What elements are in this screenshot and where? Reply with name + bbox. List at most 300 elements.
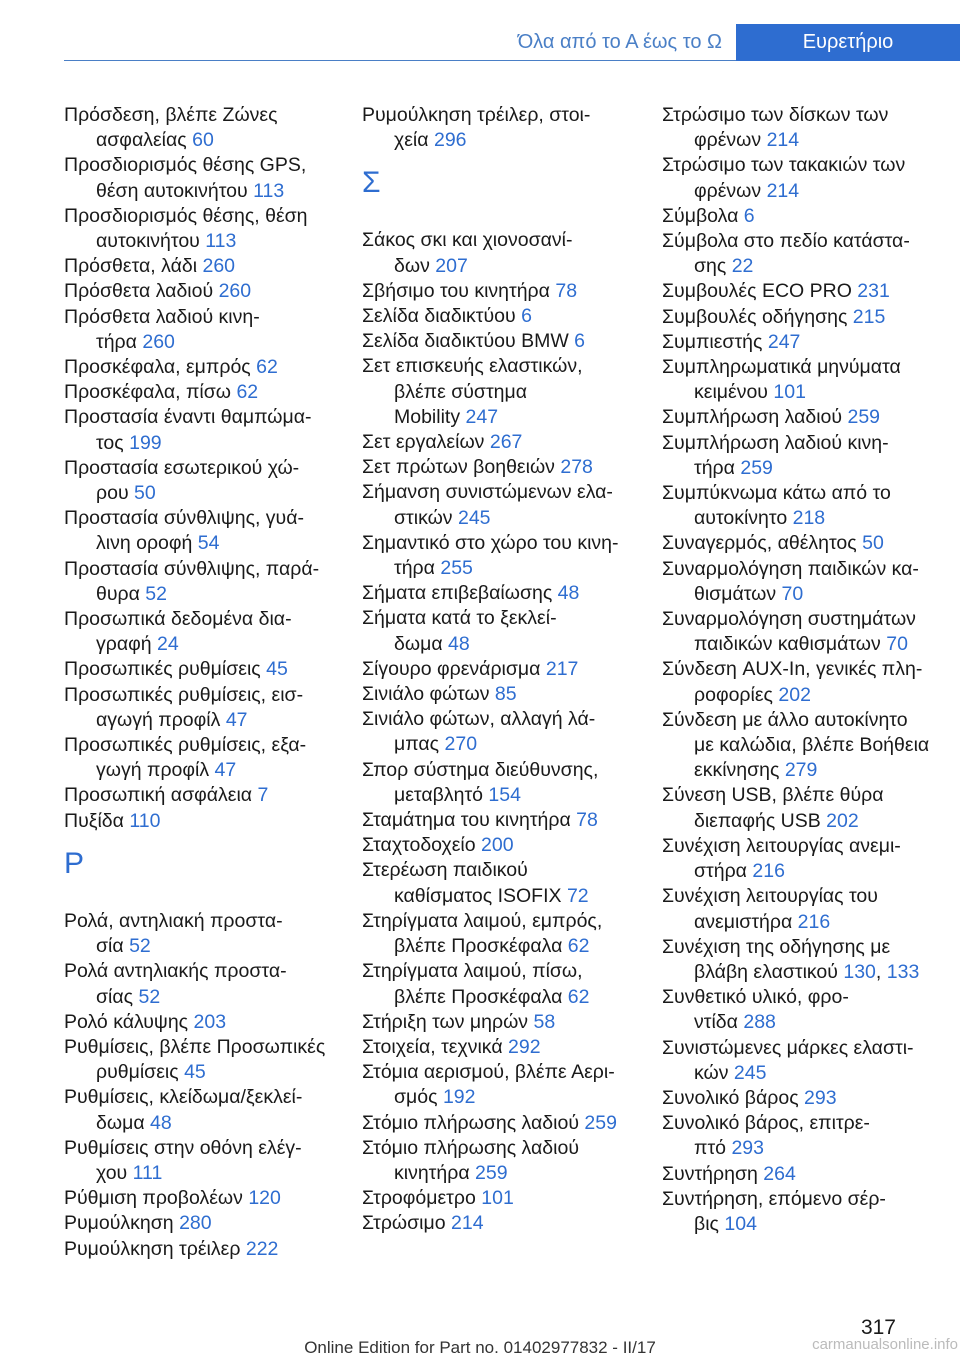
index-term-text: γωγή προφίλ bbox=[96, 759, 210, 782]
page-reference-link[interactable]: 6 bbox=[521, 305, 532, 328]
page-reference-link[interactable]: 50 bbox=[862, 532, 884, 555]
page-reference-link[interactable]: 47 bbox=[225, 708, 248, 731]
page-reference-link[interactable]: 111 bbox=[132, 1161, 163, 1184]
index-entry bbox=[64, 1085, 346, 1135]
index-entry bbox=[362, 304, 644, 329]
index-entry bbox=[64, 103, 346, 153]
index-term-text: στήρα bbox=[694, 860, 747, 883]
index-entry bbox=[362, 858, 644, 908]
header-divider bbox=[64, 60, 736, 61]
index-term-text: Σημαντικό στο χώρο του κινη- bbox=[362, 531, 619, 554]
index-term-text: Σινιάλο φώτων bbox=[362, 683, 490, 706]
index-term-text: Στόμιο πλήρωσης λαδιού bbox=[362, 1136, 579, 1159]
page-reference-link[interactable]: 154 bbox=[488, 783, 521, 806]
page-reference-link[interactable]: 288 bbox=[743, 1011, 776, 1034]
index-term-text: κινητήρα bbox=[394, 1161, 470, 1184]
index-entry bbox=[662, 204, 944, 229]
index-term-text: εκκίνησης bbox=[694, 759, 780, 782]
index-term-text: Συμπλήρωση λαδιού κινη- bbox=[662, 431, 889, 454]
index-term-text: Ρυμούλκηση bbox=[64, 1212, 174, 1235]
index-entry bbox=[662, 305, 944, 330]
index-column-2 bbox=[362, 103, 644, 1237]
index-entry bbox=[362, 430, 644, 455]
page-reference-link[interactable]: 255 bbox=[440, 557, 473, 580]
index-term-text: Σύμβολα bbox=[662, 204, 739, 227]
page-reference-link[interactable]: 130 bbox=[843, 960, 876, 983]
index-entry bbox=[64, 456, 346, 506]
index-term-text: ροφορίες bbox=[694, 683, 773, 706]
page-reference-link[interactable]: 280 bbox=[179, 1212, 212, 1235]
index-term-text: Στερέωση παιδικού bbox=[362, 859, 528, 882]
index-term-text: Προσκέφαλα, πίσω bbox=[64, 381, 232, 404]
page-reference-link[interactable]: 78 bbox=[555, 279, 578, 302]
index-term-text: Συναγερμός, αθέλητος bbox=[662, 532, 857, 555]
index-term-text: Ρυθμίσεις στην οθόνη ελέγ- bbox=[64, 1136, 302, 1159]
page-reference-link[interactable]: 245 bbox=[733, 1061, 767, 1084]
index-entry bbox=[64, 557, 346, 607]
page-reference-link[interactable]: 104 bbox=[724, 1212, 757, 1235]
page-reference-link[interactable]: 101 bbox=[481, 1187, 514, 1210]
page-header bbox=[0, 24, 960, 61]
index-term-text: Συμβουλές οδήγησης bbox=[662, 305, 848, 328]
index-term-text: Συναρμολόγηση παιδικών κα- bbox=[662, 557, 919, 580]
page-reference-link[interactable]: 62 bbox=[256, 356, 278, 379]
index-entry bbox=[662, 431, 944, 481]
index-entry bbox=[362, 1211, 644, 1236]
index-entry bbox=[64, 279, 346, 304]
index-term-text: ασφαλείας bbox=[96, 129, 187, 152]
index-entry bbox=[64, 1136, 346, 1186]
index-term-text: Σύνεση USB, βλέπε θύρα bbox=[662, 784, 884, 807]
index-term-text: Σάκος σκι και χιονοσανί- bbox=[362, 229, 573, 252]
index-entry bbox=[662, 557, 944, 607]
index-term-text: κών bbox=[694, 1061, 729, 1084]
index-entry bbox=[662, 834, 944, 884]
index-entry bbox=[362, 1136, 644, 1186]
index-term-text: Στηρίγματα λαιμού, εμπρός, bbox=[362, 909, 603, 932]
index-term-text: Στρώσιμο των τακακιών των bbox=[662, 154, 906, 177]
index-entry bbox=[362, 103, 644, 153]
page-reference-link[interactable]: 52 bbox=[145, 582, 167, 605]
page-reference-link[interactable]: 278 bbox=[560, 456, 593, 479]
index-term-text: Σινιάλο φώτων, αλλαγή λά- bbox=[362, 708, 596, 731]
index-term-text: Πρόσθετα λαδιού bbox=[64, 280, 214, 303]
index-entry bbox=[362, 581, 644, 606]
index-term-text: Ρυθμίσεις, βλέπε Προσωπικές bbox=[64, 1035, 326, 1058]
index-term-text: Σήμανση συνιστώμενων ελα- bbox=[362, 481, 613, 504]
index-term-text: φρένων bbox=[694, 129, 762, 152]
index-term-text: Σταχτοδοχείο bbox=[362, 834, 476, 857]
page-reference-link[interactable]: 78 bbox=[576, 809, 598, 832]
index-term-text: τήρα bbox=[694, 456, 735, 479]
page-reference-link[interactable]: 264 bbox=[763, 1162, 796, 1185]
index-entry bbox=[662, 1086, 944, 1111]
page-reference-link[interactable]: 247 bbox=[465, 405, 499, 428]
index-term-text: Συνθετικό υλικό, φρο- bbox=[662, 986, 849, 1009]
index-entry bbox=[64, 204, 346, 254]
page-reference-link[interactable]: 292 bbox=[508, 1035, 541, 1058]
index-term-text: Στήριξη των μηρών bbox=[362, 1010, 529, 1033]
index-term-text: σίας bbox=[96, 985, 134, 1008]
index-term-text: Συμπιεστής bbox=[662, 330, 763, 353]
index-term-text: Σετ επισκευής ελαστικών, bbox=[362, 355, 583, 378]
index-entry bbox=[662, 405, 944, 430]
index-entry bbox=[662, 330, 944, 355]
index-term-text: Σετ πρώτων βοηθειών bbox=[362, 456, 555, 479]
page-reference-link[interactable]: 22 bbox=[731, 255, 754, 278]
index-term-text: Προσωπικές ρυθμίσεις, εξα- bbox=[64, 734, 307, 757]
index-term-text: Συνιστώμενες μάρκες ελαστι- bbox=[662, 1036, 914, 1059]
page-reference-link[interactable]: 259 bbox=[584, 1111, 617, 1134]
page-reference-link[interactable]: 113 bbox=[253, 179, 285, 202]
index-term-text: τήρα bbox=[96, 330, 137, 353]
index-term-text: Ρύθμιση προβολέων bbox=[64, 1187, 243, 1210]
page-reference-link[interactable]: 133 bbox=[886, 960, 920, 983]
page-reference-link[interactable]: 279 bbox=[784, 759, 818, 782]
page-reference-link[interactable]: 270 bbox=[444, 733, 478, 756]
index-column-1 bbox=[64, 103, 346, 1262]
index-entry bbox=[362, 808, 644, 833]
index-term-text: κειμένου bbox=[694, 381, 768, 404]
index-term-text: σμός bbox=[394, 1086, 438, 1109]
index-column-3 bbox=[662, 103, 944, 1237]
index-entry bbox=[662, 708, 944, 784]
index-entry bbox=[662, 481, 944, 531]
index-term-text: Συμβουλές ECO PRO bbox=[662, 280, 852, 303]
index-entry bbox=[362, 657, 644, 682]
index-term-text: πτό bbox=[694, 1137, 727, 1160]
index-term-text: θυρα bbox=[96, 582, 140, 605]
index-term-text: Συντήρηση, επόμενο σέρ- bbox=[662, 1187, 886, 1210]
index-entry bbox=[362, 354, 644, 430]
page-reference-link[interactable]: 48 bbox=[448, 632, 470, 655]
index-term-text: Σβήσιμο του κινητήρα bbox=[362, 279, 550, 302]
index-term-text: Mobility bbox=[394, 405, 461, 428]
page-reference-link[interactable]: 218 bbox=[792, 507, 826, 530]
page-reference-link[interactable]: 203 bbox=[193, 1010, 227, 1033]
index-entry bbox=[662, 884, 944, 934]
index-term-text: Ρυμούλκηση τρέιλερ, στοι- bbox=[362, 104, 591, 126]
index-term-text: βλέπε Προσκέφαλα bbox=[394, 985, 563, 1008]
index-term-text: σία bbox=[96, 935, 124, 958]
page-reference-link[interactable]: 52 bbox=[138, 985, 161, 1008]
index-entry bbox=[362, 1060, 644, 1110]
index-term-text: Στροφόμετρο bbox=[362, 1187, 476, 1210]
index-term-text: Πρόσδεση, βλέπε Ζώνες bbox=[64, 104, 278, 126]
index-entry bbox=[362, 480, 644, 530]
index-entry bbox=[662, 1187, 944, 1237]
page-reference-link[interactable]: 6 bbox=[574, 330, 586, 353]
index-entry bbox=[64, 254, 346, 279]
page-reference-link[interactable]: 293 bbox=[731, 1137, 764, 1160]
index-entry bbox=[64, 657, 346, 682]
index-term-text: Συντήρηση bbox=[662, 1162, 758, 1185]
index-term-text: αυτοκινήτου bbox=[96, 230, 200, 253]
index-entry bbox=[662, 153, 944, 203]
page-reference-link[interactable]: 293 bbox=[804, 1086, 837, 1109]
index-letter-heading: Σ bbox=[362, 166, 381, 200]
index-term-text: τήρα bbox=[394, 557, 435, 580]
index-term-text: Προστασία σύνθλιψης, γυά- bbox=[64, 507, 304, 530]
page-reference-link[interactable]: 217 bbox=[545, 657, 579, 680]
index-entry bbox=[662, 985, 944, 1035]
page-reference-link[interactable]: 214 bbox=[451, 1212, 484, 1235]
page-reference-link[interactable]: 24 bbox=[157, 633, 179, 656]
index-entry bbox=[362, 959, 644, 1009]
page-reference-link[interactable]: 54 bbox=[197, 532, 220, 555]
index-entry bbox=[362, 909, 644, 959]
index-entry bbox=[662, 103, 944, 153]
index-term-text: Σετ εργαλείων bbox=[362, 431, 485, 454]
index-entry bbox=[362, 455, 644, 480]
chapter-breadcrumb[interactable]: Όλα από το Α έως το Ω bbox=[517, 31, 722, 53]
index-term-text: Προσδιορισμός θέσης, θέση bbox=[64, 204, 308, 227]
page-reference-link[interactable]: 62 bbox=[236, 381, 259, 404]
index-entry bbox=[64, 355, 346, 380]
index-entry bbox=[64, 909, 346, 959]
index-entry bbox=[362, 682, 644, 707]
index-term-text: Προσδιορισμός θέσης GPS, bbox=[64, 154, 307, 177]
page-reference-link[interactable]: 247 bbox=[767, 330, 801, 353]
page-reference-link[interactable]: 7 bbox=[257, 784, 269, 807]
index-term-text: Στοιχεία, τεχνικά bbox=[362, 1035, 503, 1058]
index-term-text: γραφή bbox=[96, 633, 152, 656]
index-term-text: Σπορ σύστημα διεύθυνσης, bbox=[362, 758, 599, 781]
index-letter-heading: Ρ bbox=[64, 846, 85, 880]
index-term-text: με καλώδια, βλέπε Βοήθεια bbox=[694, 734, 930, 757]
page-reference-link[interactable]: 260 bbox=[142, 330, 175, 353]
index-term-text: ντίδα bbox=[694, 1011, 738, 1034]
index-entry bbox=[362, 1010, 644, 1035]
index-term-text: θισμάτων bbox=[694, 582, 777, 605]
index-term-text: λινη οροφή bbox=[96, 532, 193, 555]
index-entry bbox=[362, 279, 644, 304]
index-term-text: σης bbox=[694, 255, 727, 278]
page-reference-link[interactable]: 52 bbox=[129, 935, 151, 958]
index-entry bbox=[64, 607, 346, 657]
site-watermark: carmanualsonline.info bbox=[812, 1336, 958, 1353]
index-term-text: Προστασία σύνθλιψης, παρά- bbox=[64, 557, 320, 580]
index-term-text: Προστασία εσωτερικού χώ- bbox=[64, 456, 300, 479]
index-term-text: Ρολά, αντηλιακή προστα- bbox=[64, 909, 283, 932]
index-entry: Συνέχιση της οδήγησης με βλάβη ελαστικού 130, 133 bbox=[662, 935, 920, 983]
page-reference-link[interactable]: 62 bbox=[567, 985, 590, 1008]
index-term-text: Στόμιο πλήρωσης λαδιού bbox=[362, 1111, 579, 1134]
index-term-text: Σύμβολα στο πεδίο κατάστα- bbox=[662, 230, 910, 253]
page-reference-link[interactable]: 202 bbox=[826, 809, 859, 832]
page-reference-link[interactable]: 245 bbox=[457, 506, 491, 529]
index-term-text: μπας bbox=[394, 733, 440, 756]
index-entry bbox=[362, 531, 644, 581]
index-entry bbox=[64, 809, 346, 834]
page-reference-link[interactable]: 60 bbox=[192, 129, 214, 152]
page-reference-link[interactable]: 113 bbox=[205, 230, 237, 253]
index-entry bbox=[362, 833, 644, 858]
page-reference-link[interactable]: 259 bbox=[740, 456, 773, 479]
index-term-text: αυτοκίνητο bbox=[694, 507, 788, 530]
page-reference-link[interactable]: 214 bbox=[766, 129, 800, 152]
index-term-text: δωμα bbox=[96, 1111, 145, 1134]
index-term-text: Συνέχιση λειτουργίας του bbox=[662, 885, 878, 908]
index-entry bbox=[64, 733, 346, 783]
index-entry bbox=[64, 683, 346, 733]
page-reference-link[interactable]: 120 bbox=[248, 1187, 281, 1210]
page-reference-link[interactable]: 222 bbox=[245, 1237, 279, 1260]
index-term-text: δων bbox=[394, 254, 430, 277]
index-entry bbox=[662, 607, 944, 657]
index-term-text: φρένων bbox=[694, 179, 762, 202]
index-term-text: Στηρίγματα λαιμού, πίσω, bbox=[362, 960, 583, 983]
index-term-text: Στρώσιμο των δίσκων των bbox=[662, 104, 889, 126]
index-entry bbox=[64, 506, 346, 556]
index-term-text: Συμπλήρωση λαδιού bbox=[662, 406, 843, 429]
index-term-text: Ρυμούλκηση τρέιλερ bbox=[64, 1237, 241, 1260]
index-entry bbox=[662, 355, 944, 405]
index-term-text: Προσκέφαλα, εμπρός bbox=[64, 356, 251, 379]
page-reference-link[interactable]: 216 bbox=[797, 910, 831, 933]
index-term-text: Σίγουρο φρενάρισμα bbox=[362, 657, 541, 680]
index-term-text: ανεμιστήρα bbox=[694, 910, 793, 933]
index-term-text: Σταμάτημα του κινητήρα bbox=[362, 809, 571, 832]
index-term-text: Στρώσιμο bbox=[362, 1212, 446, 1235]
index-term-text: Πρόσθετα, λάδι bbox=[64, 255, 198, 278]
index-term-text: Ρολά αντηλιακής προστα- bbox=[64, 960, 287, 983]
index-term-text: ρυθμίσεις bbox=[96, 1061, 179, 1084]
index-term-text: Προσωπικά δεδομένα δια- bbox=[64, 608, 292, 631]
index-term-text: Συναρμολόγηση συστημάτων bbox=[662, 608, 916, 631]
page-reference-link[interactable]: 6 bbox=[743, 204, 755, 227]
index-term-text: Πρόσθετα λαδιού κινη- bbox=[64, 305, 260, 328]
page-reference-link[interactable]: 101 bbox=[773, 381, 806, 404]
index-entry bbox=[64, 405, 346, 455]
index-term-text: βις bbox=[694, 1212, 719, 1235]
index-entry bbox=[362, 1035, 644, 1060]
page-reference-link[interactable]: 70 bbox=[886, 633, 908, 656]
index-entry bbox=[662, 279, 944, 304]
page-reference-link[interactable]: 214 bbox=[766, 179, 800, 202]
index-entry bbox=[662, 531, 944, 556]
index-term-text: Ρυθμίσεις, κλείδωμα/ξεκλεί- bbox=[64, 1086, 303, 1109]
index-entry bbox=[64, 1211, 346, 1236]
page-reference-link[interactable]: 45 bbox=[184, 1061, 206, 1084]
index-entry bbox=[362, 329, 644, 354]
page-reference-link[interactable]: 207 bbox=[435, 254, 468, 277]
index-term-text: Σήματα κατά το ξεκλεί- bbox=[362, 607, 557, 630]
index-term-text: ρου bbox=[96, 482, 129, 505]
page-reference-link[interactable]: 267 bbox=[489, 431, 523, 454]
index-term-text: θέση αυτοκινήτου bbox=[96, 179, 248, 202]
edition-footer: Online Edition for Part no. 01402977832 - II/17 bbox=[304, 1338, 656, 1357]
page-reference-link[interactable]: 70 bbox=[781, 582, 804, 605]
section-tab-index[interactable]: Ευρετήριο bbox=[736, 24, 960, 61]
page-reference-link[interactable]: 47 bbox=[214, 759, 237, 782]
index-term-text: Σήματα επιβεβαίωσης bbox=[362, 582, 553, 605]
index-entry bbox=[662, 657, 944, 707]
index-entry bbox=[64, 1186, 346, 1211]
index-entry bbox=[662, 1162, 944, 1187]
index-entry bbox=[64, 959, 346, 1009]
page-reference-link[interactable]: 48 bbox=[557, 582, 580, 605]
index-term-text: Προσωπικές ρυθμίσεις bbox=[64, 658, 261, 681]
index-entry bbox=[64, 305, 346, 355]
index-term-text: στικών bbox=[394, 506, 453, 529]
page-reference-link[interactable]: 50 bbox=[134, 482, 156, 505]
page-reference-link[interactable]: 260 bbox=[202, 255, 236, 278]
index-term-text: Στόμια αερισμού, βλέπε Αερι- bbox=[362, 1061, 615, 1084]
page-reference-link[interactable]: 199 bbox=[129, 431, 162, 454]
index-term-text: βλέπε σύστημα bbox=[394, 380, 528, 403]
page-reference-link[interactable]: 296 bbox=[433, 129, 467, 152]
page-reference-link[interactable]: 200 bbox=[481, 834, 514, 857]
index-term-text: παιδικών καθισμάτων bbox=[694, 633, 881, 656]
index-entry bbox=[662, 1036, 944, 1086]
index-entry bbox=[362, 606, 644, 656]
page-reference-link[interactable]: 58 bbox=[533, 1010, 556, 1033]
index-term-text: Συμπύκνωμα κάτω από το bbox=[662, 482, 891, 505]
page-reference-link[interactable]: 202 bbox=[778, 683, 811, 706]
index-term-text: καθίσματος ISOFIX bbox=[394, 884, 562, 907]
index-entry bbox=[64, 1010, 346, 1035]
index-term-text: διεπαφής USB bbox=[694, 809, 821, 832]
page-reference-link[interactable]: 62 bbox=[567, 935, 590, 958]
index-term-text: Συνολικό βάρος bbox=[662, 1086, 799, 1109]
index-term-text: Συμπληρωματικά μηνύματα bbox=[662, 356, 901, 379]
index-entry bbox=[64, 153, 346, 203]
index-entry bbox=[64, 783, 346, 808]
index-term-text: χεία bbox=[394, 129, 429, 152]
page-reference-link[interactable]: 216 bbox=[752, 860, 785, 883]
index-term-text: βλάβη ελαστικού bbox=[694, 960, 838, 983]
index-term-text: Σύνδεση με άλλο αυτοκίνητο bbox=[662, 708, 908, 731]
page-reference-link[interactable]: 259 bbox=[847, 406, 881, 429]
page-reference-link[interactable]: 260 bbox=[218, 280, 252, 303]
index-entry bbox=[362, 1186, 644, 1211]
page-reference-link[interactable]: 72 bbox=[566, 884, 589, 907]
index-term-text: Προσωπικές ρυθμίσεις, εισ- bbox=[64, 683, 304, 706]
index-entry bbox=[362, 228, 644, 278]
index-entry bbox=[662, 783, 944, 833]
page-reference-link[interactable]: 45 bbox=[266, 658, 288, 681]
page-reference-link[interactable]: 110 bbox=[129, 809, 161, 832]
page-number: 317 bbox=[860, 1316, 896, 1339]
page-reference-link[interactable]: 231 bbox=[857, 280, 890, 303]
index-term-text: Ρολό κάλυψης bbox=[64, 1010, 189, 1033]
index-term-text: αγωγή προφίλ bbox=[96, 708, 221, 731]
index-term-text: Σελίδα διαδικτύου bbox=[362, 305, 516, 328]
page-reference-link[interactable]: 48 bbox=[150, 1111, 172, 1134]
index-entry bbox=[662, 1111, 944, 1161]
index-entry bbox=[662, 229, 944, 279]
page-reference-link[interactable]: 192 bbox=[442, 1086, 476, 1109]
index-term-text: Πυξίδα bbox=[64, 809, 124, 832]
index-term-text: Συνέχιση της οδήγησης με bbox=[662, 935, 891, 958]
index-term-text: Συνολικό βάρος, επιτρε- bbox=[662, 1112, 870, 1135]
page-reference-link[interactable]: 215 bbox=[852, 305, 886, 328]
index-entry bbox=[64, 1237, 346, 1262]
index-term-text: βλέπε Προσκέφαλα bbox=[394, 935, 563, 958]
index-term-text: Συνέχιση λειτουργίας ανεμι- bbox=[662, 834, 901, 857]
index-term-text: χου bbox=[96, 1161, 128, 1184]
page-reference-link[interactable]: 259 bbox=[475, 1161, 508, 1184]
page-reference-link[interactable]: 85 bbox=[494, 683, 517, 706]
index-term-text: μεταβλητό bbox=[394, 783, 483, 806]
index-term-text: Προστασία έναντι θαμπώμα- bbox=[64, 406, 312, 429]
index-entry bbox=[362, 1111, 644, 1136]
index-term-text: Προσωπική ασφάλεια bbox=[64, 784, 253, 807]
index-entry bbox=[362, 758, 644, 808]
index-entry bbox=[64, 380, 346, 405]
index-term-text: δωμα bbox=[394, 632, 443, 655]
